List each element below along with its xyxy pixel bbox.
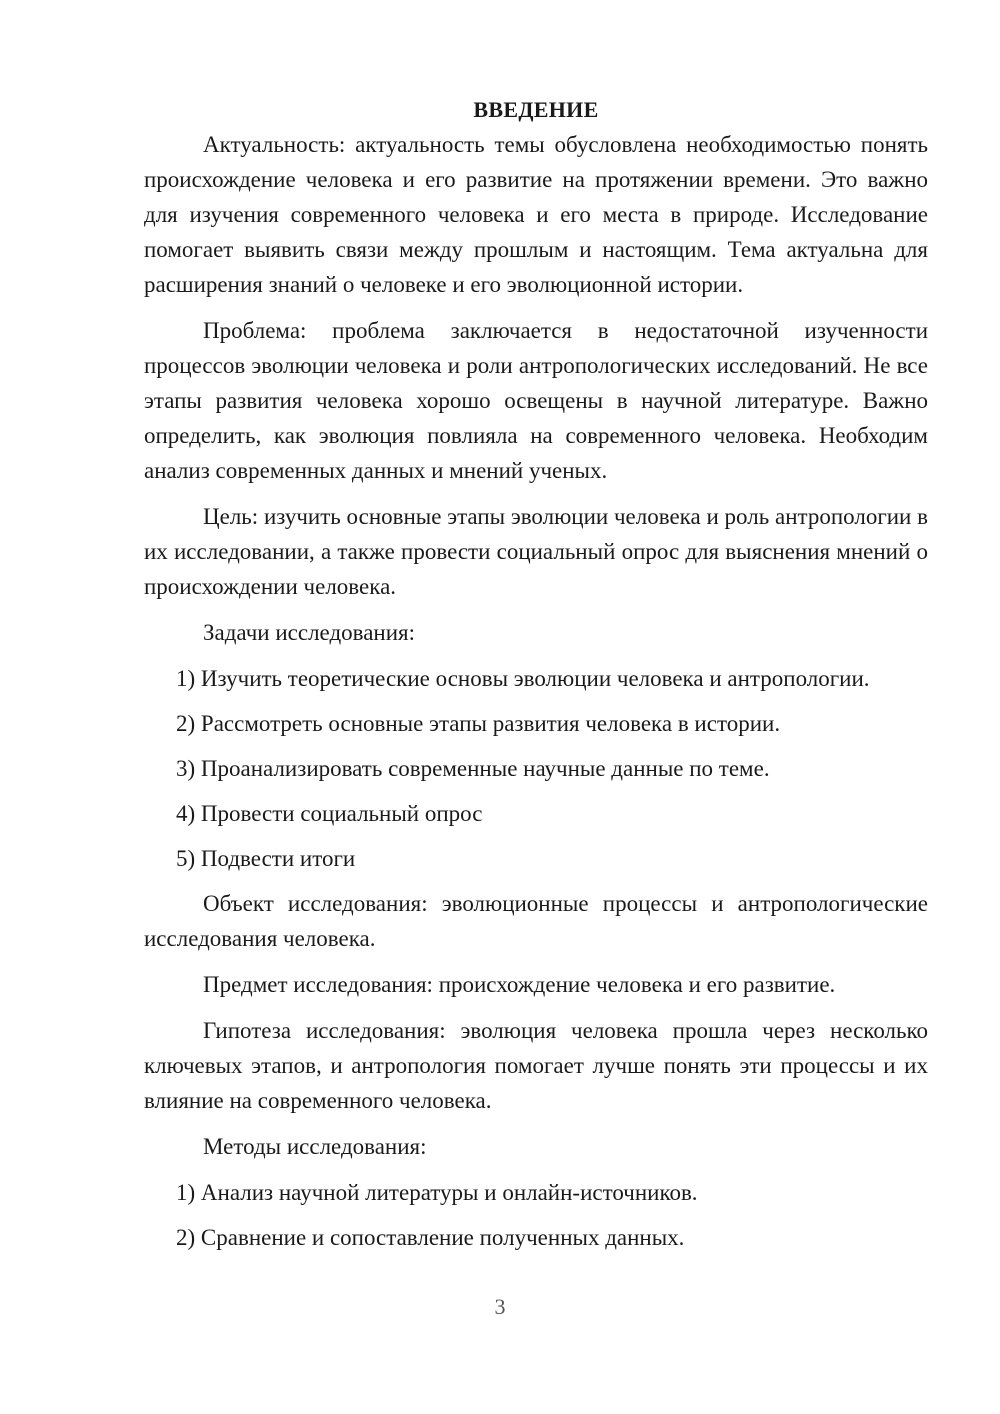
- subject-paragraph: Предмет исследования: происхождение человека и его развитие.: [203, 972, 836, 997]
- object-paragraph: Объект исследования: эволюционные процессы и антропологические исследования человека.: [144, 891, 928, 951]
- section-title: ВВЕДЕНИЕ: [473, 97, 599, 122]
- problem-paragraph: Проблема: проблема заключается в недостаточной изученности процессов эволюции человека и роли антропологических исследований. Не все этапы развития человека хорошо освещены в научной литературе. Важно определить, как эволюция повлияла на современного человека. Необходим анализ современных данных и мнений ученых.: [144, 318, 928, 483]
- page-number: 3: [494, 1294, 506, 1319]
- tasks-heading: Задачи исследования:: [203, 620, 416, 645]
- goal-paragraph: Цель: изучить основные этапы эволюции человека и роль антропологии в их исследовании, а также провести социальный опрос для выяснения мнений о происхождении человека.: [144, 504, 928, 599]
- task-item: 5) Подвести итоги: [176, 846, 356, 871]
- hypothesis-paragraph: Гипотеза исследования: эволюция человека прошла через несколько ключевых этапов, и антропология помогает лучше понять эти процессы и их влияние на современного человека.: [144, 1018, 928, 1113]
- methods-heading: Методы исследования:: [203, 1134, 427, 1159]
- task-item: 3) Проанализировать современные научные данные по теме.: [176, 756, 770, 781]
- task-item: 4) Провести социальный опрос: [176, 801, 483, 826]
- method-item: 1) Анализ научной литературы и онлайн-источников.: [176, 1180, 698, 1205]
- task-item: 2) Рассмотреть основные этапы развития человека в истории.: [176, 711, 781, 736]
- task-item: 1) Изучить теоретические основы эволюции человека и антропологии.: [176, 666, 870, 691]
- relevance-paragraph: Актуальность: актуальность темы обусловлена необходимостью понять происхождение человека и его развитие на протяжении времени. Это важно для изучения современного человека и его места в природе. Исследование помогает выявить связи между прошлым и настоящим. Тема актуальна для расширения знаний о человеке и его эволюционной истории.: [144, 132, 928, 297]
- method-item: 2) Сравнение и сопоставление полученных данных.: [176, 1225, 685, 1250]
- document-page: [144, 92, 928, 1265]
